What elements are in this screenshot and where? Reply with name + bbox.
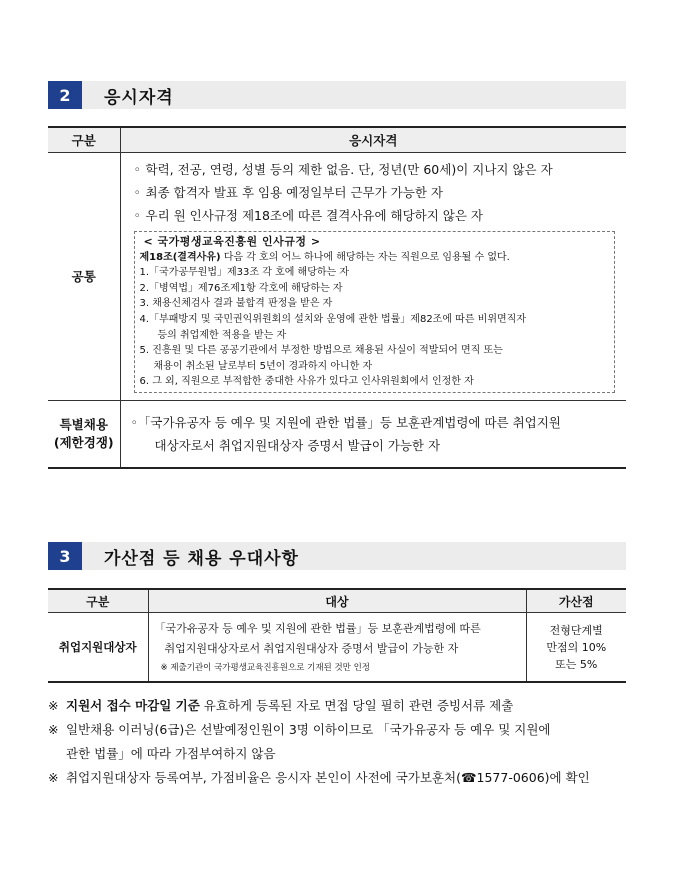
row-label-common: 공통 (48, 153, 120, 401)
regulation-line: 3. 채용신체검사 결과 불합격 판정을 받은 자 (139, 298, 333, 310)
row-target: 「국가유공자 등 예우 및 지원에 관한 법률」등 보훈관계법령에 따른 취업지원대상자로서 취업지원대상자 증명서 발급이 가능한 자 ※ 제출기관이 국가평생교육진흥원으로 기재된 것만 인정 (148, 613, 526, 683)
special-qualification: ◦「국가유공자 등 예우 및 지원에 관한 법률」등 보훈관계법령에 따른 취업지원 대상자로서 취업지원대상자 증명서 발급이 가능한 자 (120, 400, 626, 468)
note-item-continued: 관한 법률」에 따라 가점부여하지 않음 (66, 746, 276, 761)
regulation-line: 6. 그 외, 직원으로 부적합한 중대한 사유가 있다고 인사위원회에서 인정한 자 (139, 376, 474, 388)
regulation-line: 등의 취업제한 적용을 받는 자 (157, 329, 287, 341)
note-item: ※ 일반채용 이러닝(6급)은 선발예정인원이 3명 이하이므로 「국가유공자 등 예우 및 지원에 (48, 722, 551, 737)
header-target: 대상 (148, 589, 526, 613)
section-title: 응시자격 (104, 87, 174, 108)
common-qualifications (120, 153, 626, 401)
list-item: ◦ 최종 합격자 발표 후 임용 예정일부터 근무가 가능한 자 (133, 185, 443, 200)
row-points: 전형단계별 만점의 10% 또는 5% (526, 613, 626, 683)
row-note: ※ 제출기관이 국가평생교육진흥원으로 기재된 것만 인정 (160, 663, 370, 673)
header-category: 구분 (48, 127, 120, 153)
header-qualification: 응시자격 (120, 127, 626, 153)
regulation-article: 제18조(결격사유) 다음 각 호의 어느 하나에 해당하는 자는 직원으로 임용될 수 없다. (139, 251, 510, 263)
table-row-special (48, 400, 626, 468)
row-category: 취업지원대상자 (48, 613, 148, 683)
table-row-common (48, 153, 626, 401)
qualification-table (48, 126, 626, 469)
header-category: 구분 (48, 589, 148, 613)
row-label-special: 특별채용 (제한경쟁) (48, 400, 120, 468)
section-2-header (48, 81, 626, 109)
note-item: ※ 지원서 접수 마감일 기준 유효하게 등록된 자로 면접 당일 필히 관련 증빙서류 제출 (48, 698, 514, 713)
notes (48, 694, 638, 790)
header-points: 가산점 (526, 589, 626, 613)
regulation-line: 1.「국가공무원법」제33조 각 호에 해당하는 자 (139, 267, 350, 279)
section-number: 2 (48, 81, 82, 109)
list-item: ◦ 학력, 전공, 연령, 성별 등의 제한 없음. 단, 정년(만 60세)이 지나지 않은 자 (133, 162, 553, 177)
regulation-line: 채용이 취소된 날로부터 5년이 경과하지 아니한 자 (153, 360, 373, 372)
section-3-header (48, 542, 626, 570)
preference-table (48, 588, 626, 683)
regulation-line: 2.「병역법」제76조제1항 각호에 해당하는 자 (139, 282, 343, 294)
note-item: ※ 취업지원대상자 등록여부, 가점비율은 응시자 본인이 사전에 국가보훈처(☎1577-0606)에 확인 (48, 770, 590, 785)
table-header-row (48, 127, 626, 153)
regulation-title: < 국가평생교육진흥원 인사규정 > (143, 235, 321, 248)
section-number: 3 (48, 542, 82, 570)
list-item: ◦ 우리 원 인사규정 제18조에 따른 결격사유에 해당하지 않은 자 (133, 208, 483, 223)
regulation-line: 5. 진흥원 및 다른 공공기관에서 부정한 방법으로 채용된 사실이 적발되어 면직 또는 (139, 345, 503, 357)
regulation-box (134, 231, 616, 393)
table-header-row (48, 589, 626, 613)
table-row (48, 613, 626, 683)
regulation-line: 4.「부패방지 및 국민권익위원회의 설치와 운영에 관한 법률」제82조에 따른 비위면직자 (139, 313, 526, 325)
section-title: 가산점 등 채용 우대사항 (104, 548, 299, 569)
